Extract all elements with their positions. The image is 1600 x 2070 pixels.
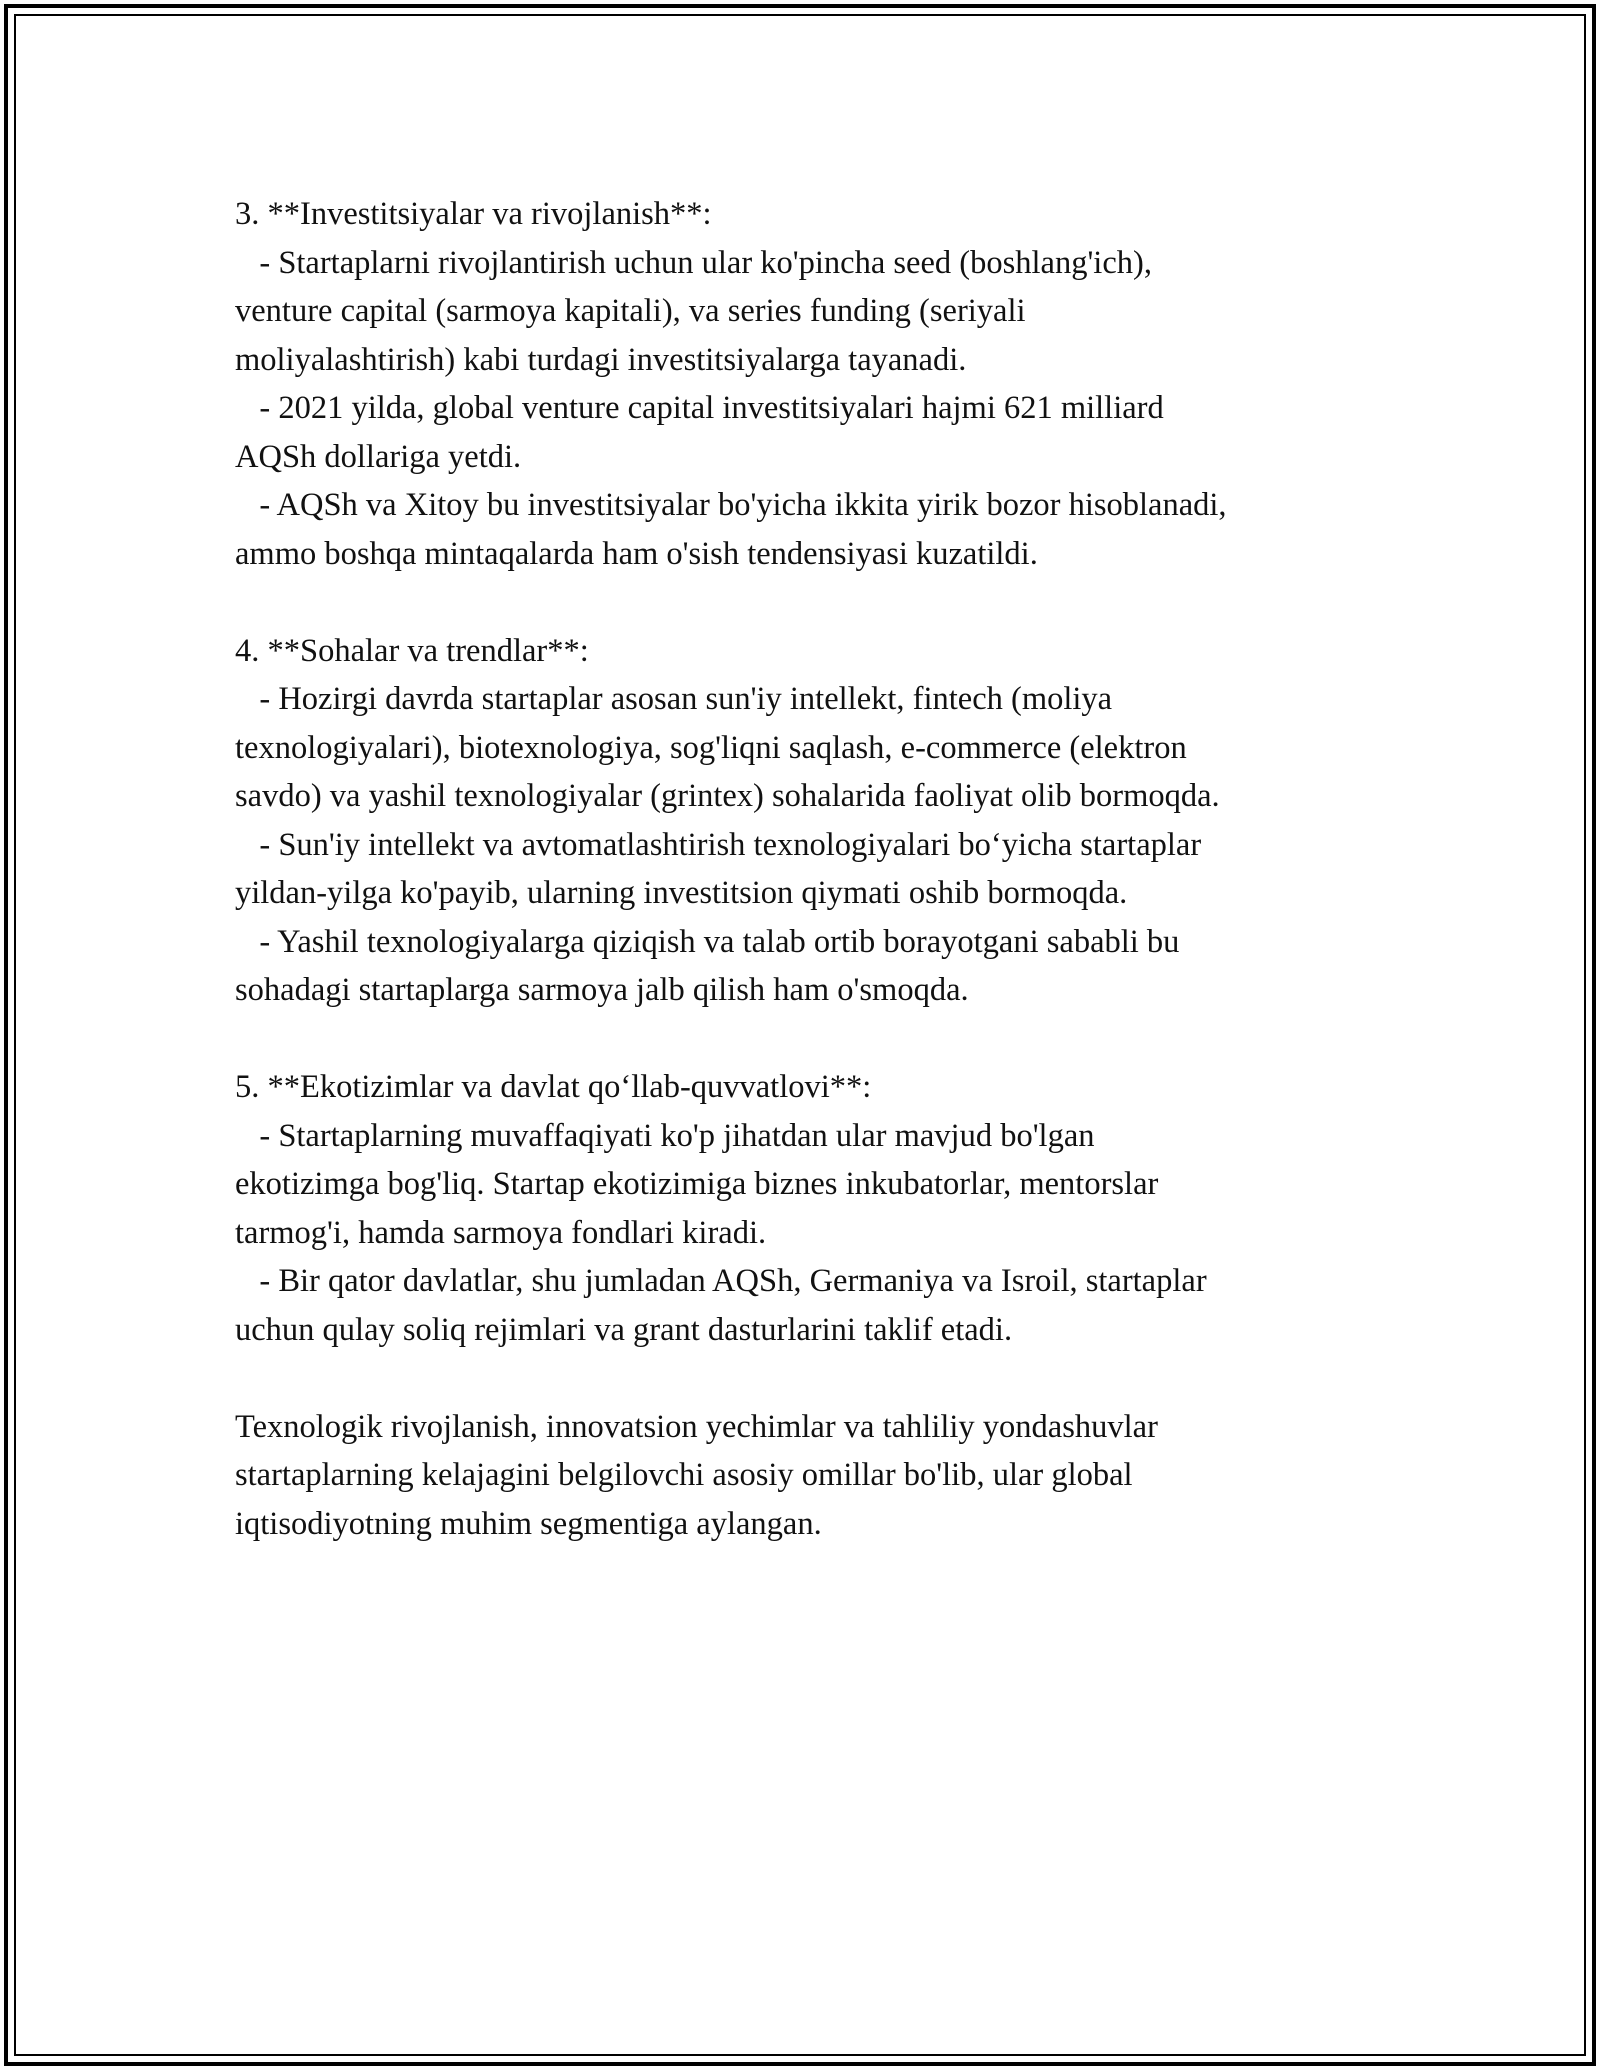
text-line: - Startaplarni rivojlantirish uchun ular ko'pincha seed (boshlang'ich), bbox=[235, 244, 1152, 281]
section-ecosystems bbox=[235, 1063, 1415, 1354]
text-line: venture capital (sarmoya kapitali), va series funding (seriyali bbox=[235, 293, 1026, 329]
paragraph-gap bbox=[235, 1015, 1415, 1064]
text-line: ammo boshqa mintaqalarda ham o'sish tendensiyasi kuzatildi. bbox=[235, 535, 1038, 572]
text-line: tarmog'i, hamda sarmoya fondlari kiradi. bbox=[235, 1214, 767, 1251]
section-conclusion bbox=[235, 1403, 1415, 1549]
text-line: - AQSh va Xitoy bu investitsiyalar bo'yicha ikkita yirik bozor hisoblanadi, bbox=[235, 487, 1227, 523]
paragraph-gap bbox=[235, 1354, 1415, 1403]
text-line: - Startaplarning muvaffaqiyati ko'p jihatdan ular mavjud bo'lgan bbox=[235, 1117, 1095, 1154]
text-line: sohadagi startaplarga sarmoya jalb qilish ham o'smoqda. bbox=[235, 972, 969, 1008]
text-line: iqtisodiyotning muhim segmentiga aylangan. bbox=[235, 1505, 822, 1542]
text-line: - Bir qator davlatlar, shu jumladan AQSh, Germaniya va Isroil, startaplar bbox=[235, 1263, 1207, 1299]
text-line: startaplarning kelajagini belgilovchi asosiy omillar bo'lib, ular global bbox=[235, 1457, 1133, 1493]
text-line: - Hozirgi davrda startaplar asosan sun'iy intellekt, fintech (moliya bbox=[235, 681, 1113, 717]
text-line: savdo) va yashil texnologiyalar (grintex) sohalarida faoliyat olib bormoqda. bbox=[235, 778, 1220, 814]
text-line: moliyalashtirish) kabi turdagi investitsiyalarga tayanadi. bbox=[235, 341, 967, 378]
text-line: - Yashil texnologiyalarga qiziqish va talab ortib borayotgani sababli bu bbox=[235, 923, 1180, 960]
text-line: texnologiyalari), biotexnologiya, sog'liqni saqlash, e-commerce (elektron bbox=[235, 729, 1187, 766]
text-line: AQSh dollariga yetdi. bbox=[235, 438, 522, 475]
text-line: - Sun'iy intellekt va avtomatlashtirish texnologiyalari bo‘yicha startaplar bbox=[235, 826, 1202, 863]
section-sectors-trends bbox=[235, 627, 1415, 1015]
text-line: - 2021 yilda, global venture capital investitsiyalari hajmi 621 milliard bbox=[235, 390, 1164, 426]
section-heading: 4. **Sohalar va trendlar**: bbox=[235, 632, 589, 669]
text-line: uchun qulay soliq rejimlari va grant dasturlarini taklif etadi. bbox=[235, 1311, 1013, 1348]
text-line: ekotizimga bog'liq. Startap ekotizimiga biznes inkubatorlar, mentorslar bbox=[235, 1166, 1159, 1202]
paragraph-gap bbox=[235, 578, 1415, 627]
section-investments bbox=[235, 190, 1415, 578]
text-line: yildan-yilga ko'payib, ularning investitsion qiymati oshib bormoqda. bbox=[235, 875, 1128, 911]
text-line: Texnologik rivojlanish, innovatsion yechimlar va tahliliy yondashuvlar bbox=[235, 1408, 1158, 1445]
document-body bbox=[235, 190, 1415, 1548]
section-heading: 3. **Investitsiyalar va rivojlanish**: bbox=[235, 196, 712, 232]
section-heading: 5. **Ekotizimlar va davlat qo‘llab-quvvatlovi**: bbox=[235, 1069, 872, 1105]
